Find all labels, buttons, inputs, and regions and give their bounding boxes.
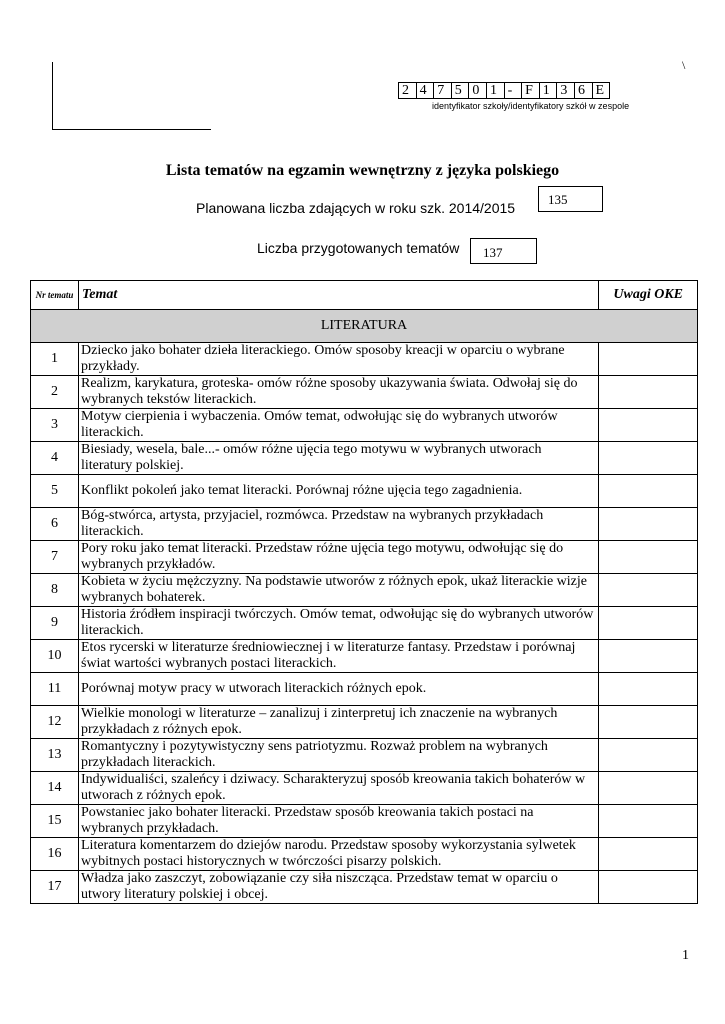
header-topic: Temat <box>79 281 599 310</box>
planned-count-label: Planowana liczba zdających w roku szk. 2014/2015 <box>196 200 516 216</box>
school-id-char: F <box>522 82 540 99</box>
school-id-char: E <box>593 82 611 99</box>
topic-notes-cell <box>599 574 698 607</box>
topic-notes-cell <box>599 772 698 805</box>
header-notes: Uwagi OKE <box>599 281 698 310</box>
topic-text: Historia źródłem inspiracji twórczych. Omów temat, odwołując się do wybranych utworów literackich. <box>79 607 599 640</box>
topic-notes-cell <box>599 640 698 673</box>
school-id-char: 1 <box>487 82 505 99</box>
table-row <box>31 805 698 838</box>
topic-number: 14 <box>31 772 79 805</box>
topic-notes-cell <box>599 871 698 904</box>
topic-notes-cell <box>599 805 698 838</box>
school-id-caption: identyfikator szkoły/identyfikatory szkół w zespole <box>432 101 630 111</box>
school-id-char: 7 <box>434 82 452 99</box>
topic-text: Etos rycerski w literaturze średniowiecznej i w literaturze fantasy. Przedstaw i porównaj świat wartości wybranych postaci literackich. <box>79 640 599 673</box>
topic-number: 8 <box>31 574 79 607</box>
table-row <box>31 475 698 508</box>
topic-number: 7 <box>31 541 79 574</box>
topics-table <box>30 280 698 904</box>
topic-number: 13 <box>31 739 79 772</box>
topic-text: Pory roku jako temat literacki. Przedstaw różne ujęcia tego motywu, odwołując się do wybranych przykładów. <box>79 541 599 574</box>
topic-notes-cell <box>599 706 698 739</box>
planned-count-value: 135 <box>538 186 603 212</box>
topic-notes-cell <box>599 838 698 871</box>
table-row <box>31 772 698 805</box>
topic-number: 11 <box>31 673 79 706</box>
topic-number: 3 <box>31 409 79 442</box>
topic-notes-cell <box>599 475 698 508</box>
section-row <box>31 310 698 343</box>
table-row <box>31 409 698 442</box>
topic-notes-cell <box>599 442 698 475</box>
topic-notes-cell <box>599 541 698 574</box>
table-row <box>31 640 698 673</box>
school-id-char: 0 <box>469 82 487 99</box>
topic-number: 12 <box>31 706 79 739</box>
table-row <box>31 706 698 739</box>
section-title: LITERATURA <box>31 310 698 343</box>
topic-text: Indywidualiści, szaleńcy i dziwacy. Scharakteryzuj sposób kreowania takich bohaterów w utworach z różnych epok. <box>79 772 599 805</box>
table-row <box>31 871 698 904</box>
school-id-char: - <box>505 82 523 99</box>
corner-mark: \ <box>682 58 686 72</box>
topic-text: Porównaj motyw pracy w utworach literackich różnych epok. <box>79 673 599 706</box>
topic-text: Kobieta w życiu mężczyzny. Na podstawie utworów z różnych epok, ukaż literackie wizje wybranych bohaterek. <box>79 574 599 607</box>
topic-notes-cell <box>599 673 698 706</box>
topic-notes-cell <box>599 607 698 640</box>
table-row <box>31 541 698 574</box>
school-id-char: 5 <box>452 82 470 99</box>
school-id-char: 6 <box>575 82 593 99</box>
topic-number: 4 <box>31 442 79 475</box>
topic-notes-cell <box>599 376 698 409</box>
topic-number: 1 <box>31 343 79 376</box>
topic-notes-cell <box>599 739 698 772</box>
table-row <box>31 574 698 607</box>
table-header-row <box>31 281 698 310</box>
school-id-char: 2 <box>399 82 417 99</box>
topic-text: Władza jako zaszczyt, zobowiązanie czy siła niszcząca. Przedstaw temat w oparciu o utwory literatury polskiej i obcej. <box>79 871 599 904</box>
header-nr: Nr tematu <box>31 281 79 310</box>
table-row <box>31 343 698 376</box>
topic-text: Literatura komentarzem do dziejów narodu. Przedstaw sposoby wykorzystania sylwetek wybitnych postaci historycznych w twórczości pisarzy polskich. <box>79 838 599 871</box>
table-row <box>31 508 698 541</box>
table-row <box>31 673 698 706</box>
topic-number: 5 <box>31 475 79 508</box>
page-title: Lista tematów na egzamin wewnętrzny z języka polskiego <box>165 162 560 179</box>
topic-text: Konflikt pokoleń jako temat literacki. Porównaj różne ujęcia tego zagadnienia. <box>79 475 599 508</box>
topic-number: 9 <box>31 607 79 640</box>
topic-rows <box>31 343 698 904</box>
prepared-count-label: Liczba przygotowanych tematów <box>257 240 460 256</box>
topic-text: Biesiady, wesela, bale...- omów różne ujęcia tego motywu w wybranych utworach literatury polskiej. <box>79 442 599 475</box>
table-row <box>31 607 698 640</box>
school-stamp-frame-bottom <box>52 129 211 130</box>
school-stamp-frame-left <box>52 62 53 130</box>
topic-text: Motyw cierpienia i wybaczenia. Omów temat, odwołując się do wybranych utworów literackich. <box>79 409 599 442</box>
topic-text: Powstaniec jako bohater literacki. Przedstaw sposób kreowania takich postaci na wybranych przykładach. <box>79 805 599 838</box>
topic-number: 15 <box>31 805 79 838</box>
school-id-boxes <box>398 82 610 99</box>
topic-notes-cell <box>599 508 698 541</box>
topic-text: Bóg-stwórca, artysta, przyjaciel, rozmówca. Przedstaw na wybranych przykładach literackich. <box>79 508 599 541</box>
prepared-count-value: 137 <box>470 238 537 264</box>
table-row <box>31 739 698 772</box>
topic-number: 2 <box>31 376 79 409</box>
topic-text: Romantyczny i pozytywistyczny sens patriotyzmu. Rozważ problem na wybranych przykładach literackich. <box>79 739 599 772</box>
school-id-char: 3 <box>557 82 575 99</box>
topic-number: 6 <box>31 508 79 541</box>
topic-number: 10 <box>31 640 79 673</box>
topic-text: Wielkie monologi w literaturze – zanalizuj i zinterpretuj ich znaczenie na wybranych przykładach z różnych epok. <box>79 706 599 739</box>
topic-notes-cell <box>599 409 698 442</box>
topic-number: 16 <box>31 838 79 871</box>
table-row <box>31 838 698 871</box>
table-row <box>31 376 698 409</box>
topic-number: 17 <box>31 871 79 904</box>
table-row <box>31 442 698 475</box>
topic-text: Realizm, karykatura, groteska- omów różne sposoby ukazywania świata. Odwołaj się do wybranych tekstów literackich. <box>79 376 599 409</box>
topic-text: Dziecko jako bohater dzieła literackiego. Omów sposoby kreacji w oparciu o wybrane przykłady. <box>79 343 599 376</box>
school-id-char: 1 <box>540 82 558 99</box>
page-number: 1 <box>682 948 689 963</box>
topic-notes-cell <box>599 343 698 376</box>
school-id-char: 4 <box>417 82 435 99</box>
